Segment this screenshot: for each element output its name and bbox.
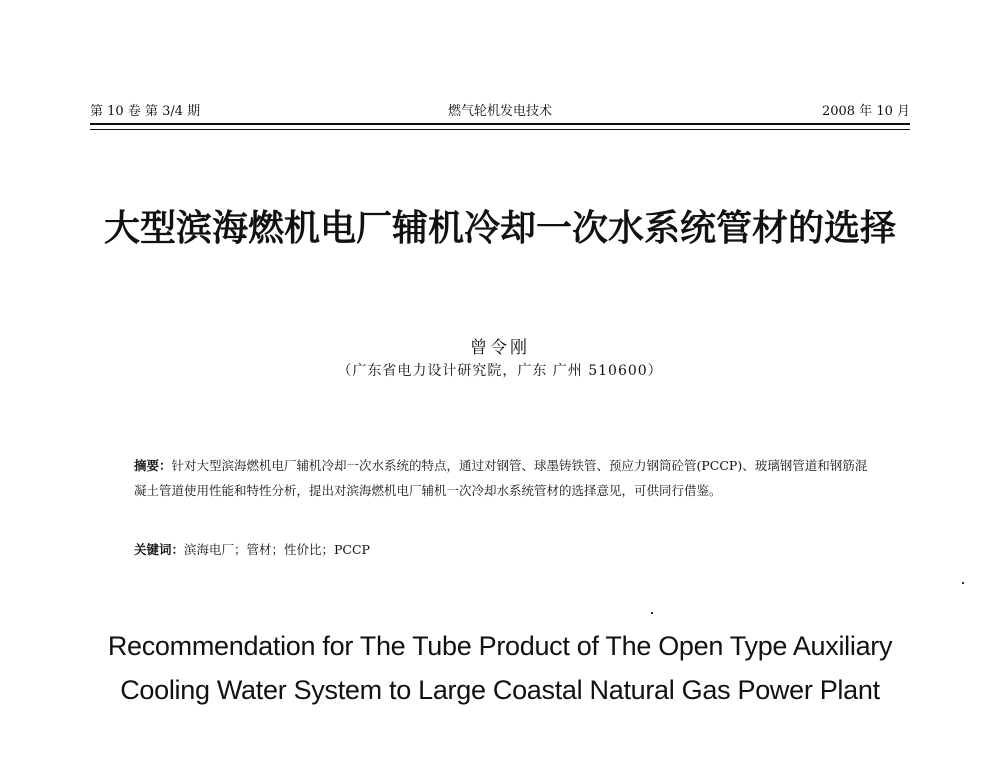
- publication-date: 2008 年 10 月: [821, 104, 910, 119]
- author-affiliation: （广东省电力设计研究院，广东 广州 510600）: [337, 363, 663, 379]
- scan-speck: [962, 582, 964, 584]
- running-header: [90, 100, 910, 120]
- journal-name: 燃气轮机发电技术: [447, 104, 552, 119]
- paper-title-chinese: 大型滨海燃机电厂辅机冷却一次水系统管材的选择: [103, 208, 896, 249]
- scan-speck: [651, 612, 653, 614]
- paper-title-english-line-1: Recommendation for The Tube Product of The Open Type Auxiliary: [107, 631, 893, 661]
- keywords-block: [134, 540, 869, 560]
- paper-title-english-line-2: Cooling Water System to Large Coastal Natural Gas Power Plant: [120, 675, 880, 705]
- header-rule-thick: [90, 123, 910, 125]
- abstract-label: 摘要：: [134, 458, 172, 473]
- volume-issue: 第 10 卷 第 3/4 期: [90, 104, 201, 119]
- keywords-label: 关键词：: [134, 542, 185, 557]
- abstract-block: [134, 453, 869, 503]
- keywords-text: 滨海电厂；管材；性价比；PCCP: [184, 542, 370, 557]
- header-rule-thin: [90, 129, 910, 130]
- author-name: 曾令刚: [470, 338, 530, 358]
- abstract-text: 针对大型滨海燃机电厂辅机冷却一次水系统的特点，通过对钢管、球墨铸铁管、预应力钢筒砼管(PCCP)、玻璃钢管道和钢筋混凝土管道使用性能和特性分析，提出对滨海燃机电厂辅机一次冷却水系统管材的选择意见，可供同行借鉴。: [134, 458, 868, 498]
